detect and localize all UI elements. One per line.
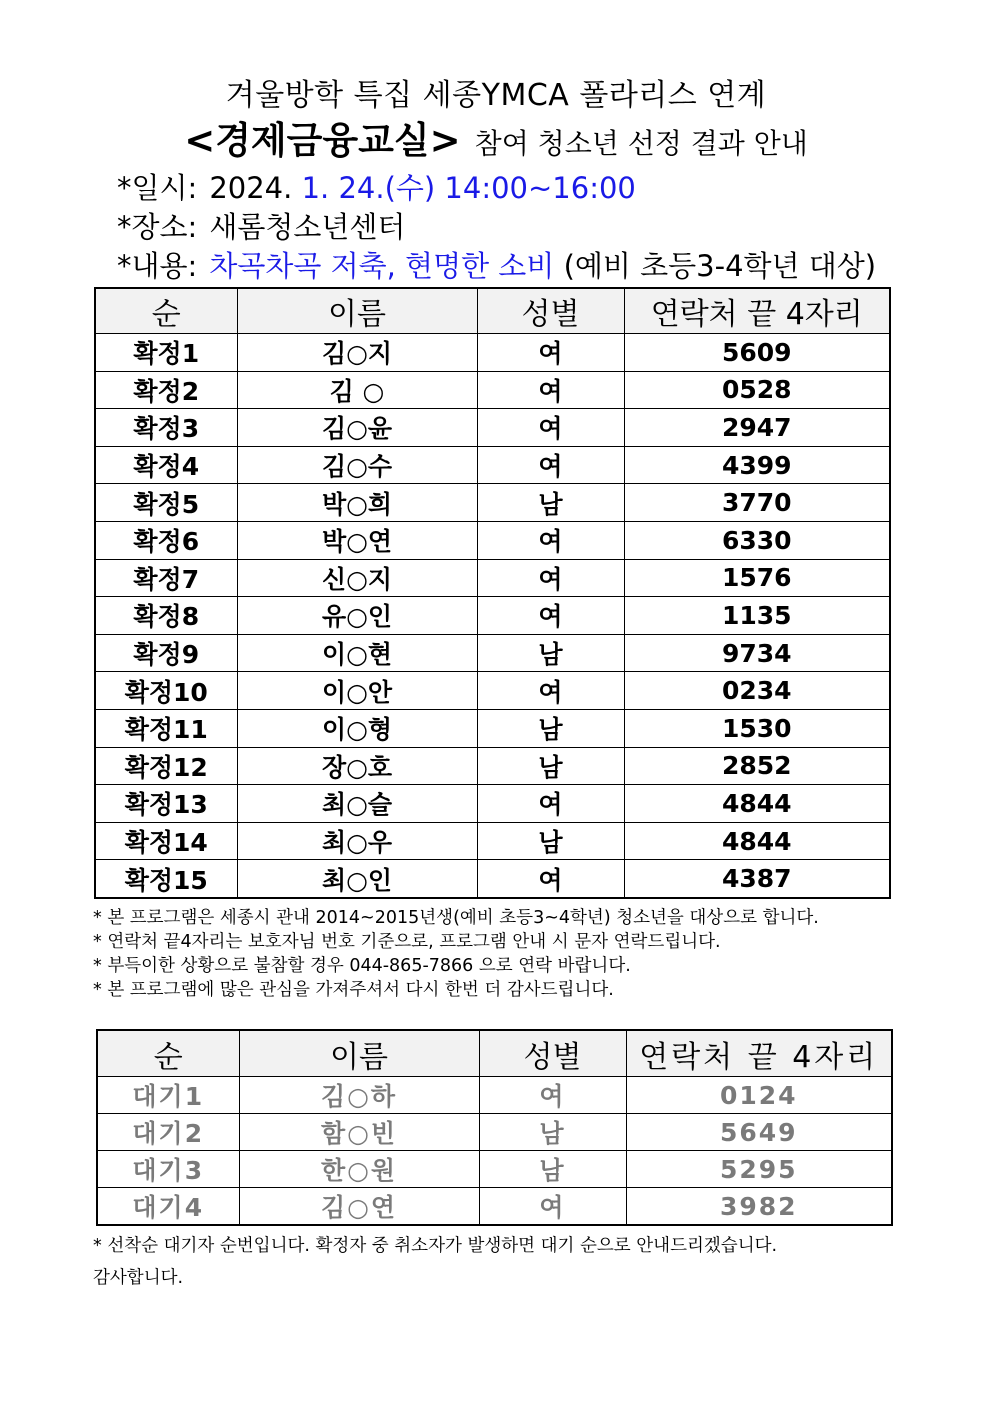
footer-note: * 선착순 대기자 순번입니다. 확정자 중 취소자가 발생하면 대기 순으로 안내드리겠습니다.: [93, 1236, 778, 1256]
table-row: [95, 597, 890, 635]
cell-phone: 2852: [624, 747, 890, 785]
cell-name: 최○슬: [237, 785, 477, 823]
note-line: * 본 프로그램에 많은 관심을 가져주셔서 다시 한번 더 감사드립니다.: [93, 980, 614, 1000]
cell-phone: 1576: [624, 559, 890, 597]
cell-name: 김 ○: [237, 371, 477, 409]
cell-no: 대기1: [97, 1077, 239, 1114]
table-row: [95, 672, 890, 710]
cell-gender: 남: [477, 822, 624, 860]
waiting-table: [96, 1029, 893, 1226]
column-header-no: 순: [95, 288, 237, 334]
table-row: [97, 1188, 892, 1226]
place-line: [117, 205, 405, 246]
cell-gender: 여: [479, 1077, 626, 1114]
cell-name: 함○빈: [239, 1114, 479, 1151]
cell-name: 유○인: [237, 597, 477, 635]
cell-phone: 9734: [624, 634, 890, 672]
note-line: * 본 프로그램은 세종시 관내 2014~2015년생(예비 초등3~4학년) 청소년을 대상으로 합니다.: [93, 908, 819, 928]
table-row: [95, 822, 890, 860]
cell-name: 김○윤: [237, 409, 477, 447]
footer: [93, 1230, 777, 1294]
cell-gender: 여: [477, 521, 624, 559]
column-header-gender: 성별: [479, 1030, 626, 1077]
cell-phone: 2947: [624, 409, 890, 447]
cell-name: 이○형: [237, 709, 477, 747]
cell-phone: 3982: [626, 1188, 892, 1226]
cell-gender: 여: [477, 446, 624, 484]
cell-gender: 남: [479, 1114, 626, 1151]
cell-gender: 여: [477, 559, 624, 597]
cell-no: 확정4: [95, 446, 237, 484]
cell-name: 김○하: [239, 1077, 479, 1114]
content-value: 차곡차곡 저축, 현명한 소비: [209, 249, 555, 283]
cell-gender: 여: [477, 672, 624, 710]
content-label: *내용:: [117, 249, 198, 283]
note-line: * 연락처 끝4자리는 보호자님 번호 기준으로, 프로그램 안내 시 문자 연락드립니다.: [93, 932, 721, 952]
table-row: [97, 1114, 892, 1151]
cell-no: 확정10: [95, 672, 237, 710]
cell-gender: 남: [477, 709, 624, 747]
column-header-phone: 연락처 끝 4자리: [626, 1030, 892, 1077]
table-row: [95, 559, 890, 597]
cell-name: 장○호: [237, 747, 477, 785]
cell-no: 대기4: [97, 1188, 239, 1226]
cell-no: 확정7: [95, 559, 237, 597]
cell-phone: 1530: [624, 709, 890, 747]
cell-gender: 남: [477, 747, 624, 785]
cell-no: 대기3: [97, 1151, 239, 1188]
cell-no: 확정5: [95, 484, 237, 522]
table-row: [95, 860, 890, 898]
place-label: *장소:: [117, 210, 198, 244]
confirmed-table: [94, 287, 891, 899]
table-row: [95, 409, 890, 447]
cell-phone: 3770: [624, 484, 890, 522]
title-line-1: 겨울방학 특집 세종YMCA 폴라리스 연계: [225, 78, 767, 113]
content-line: [117, 244, 876, 285]
column-header-gender: 성별: [477, 288, 624, 334]
cell-phone: 0528: [624, 371, 890, 409]
cell-phone: 4387: [624, 860, 890, 898]
cell-name: 김○연: [239, 1188, 479, 1226]
cell-name: 김○지: [237, 334, 477, 372]
program-title: <경제금융교실>: [184, 119, 461, 162]
cell-gender: 남: [479, 1151, 626, 1188]
date-year: 2024.: [209, 171, 293, 205]
cell-phone: 1135: [624, 597, 890, 635]
cell-no: 확정12: [95, 747, 237, 785]
cell-no: 확정13: [95, 785, 237, 823]
notes: [93, 906, 819, 1002]
cell-phone: 5295: [626, 1151, 892, 1188]
column-header-no: 순: [97, 1030, 239, 1077]
date-line: [117, 166, 636, 207]
column-header-name: 이름: [237, 288, 477, 334]
table-row: [95, 709, 890, 747]
cell-gender: 남: [477, 484, 624, 522]
table-row: [95, 334, 890, 372]
content-note: (예비 초등3-4학년 대상): [563, 249, 877, 283]
cell-gender: 남: [477, 634, 624, 672]
cell-name: 이○현: [237, 634, 477, 672]
cell-gender: 여: [477, 597, 624, 635]
place-value: 새롬청소년센터: [209, 210, 406, 244]
table-row: [97, 1151, 892, 1188]
cell-phone: 4399: [624, 446, 890, 484]
table-row: [95, 785, 890, 823]
table-row: [95, 634, 890, 672]
cell-gender: 여: [477, 860, 624, 898]
cell-name: 한○원: [239, 1151, 479, 1188]
cell-no: 확정11: [95, 709, 237, 747]
date-label: *일시:: [117, 171, 198, 205]
table-row: [95, 747, 890, 785]
title-line-2: [0, 110, 992, 164]
cell-no: 확정14: [95, 822, 237, 860]
cell-gender: 여: [477, 785, 624, 823]
cell-phone: 5649: [626, 1114, 892, 1151]
table-header-row: [95, 288, 890, 334]
table-row: [95, 484, 890, 522]
cell-no: 대기2: [97, 1114, 239, 1151]
column-header-phone: 연락처 끝 4자리: [624, 288, 890, 334]
table-row: [95, 446, 890, 484]
footer-thanks: 감사합니다.: [93, 1268, 184, 1288]
cell-phone: 4844: [624, 822, 890, 860]
cell-phone: 4844: [624, 785, 890, 823]
program-subtitle: 참여 청소년 선정 결과 안내: [474, 127, 808, 160]
cell-gender: 여: [477, 409, 624, 447]
cell-gender: 여: [479, 1188, 626, 1226]
cell-name: 김○수: [237, 446, 477, 484]
cell-gender: 여: [477, 371, 624, 409]
cell-no: 확정2: [95, 371, 237, 409]
cell-no: 확정9: [95, 634, 237, 672]
table-row: [95, 521, 890, 559]
cell-phone: 0234: [624, 672, 890, 710]
column-header-name: 이름: [239, 1030, 479, 1077]
cell-name: 이○안: [237, 672, 477, 710]
note-line: * 부득이한 상황으로 불참할 경우 044-865-7866 으로 연락 바랍니다.: [93, 956, 631, 976]
cell-no: 확정3: [95, 409, 237, 447]
cell-no: 확정6: [95, 521, 237, 559]
table-row: [95, 371, 890, 409]
cell-phone: 5609: [624, 334, 890, 372]
table-header-row: [97, 1030, 892, 1077]
cell-name: 최○인: [237, 860, 477, 898]
cell-phone: 0124: [626, 1077, 892, 1114]
table-row: [97, 1077, 892, 1114]
cell-gender: 여: [477, 334, 624, 372]
date-value: 1. 24.(수) 14:00~16:00: [301, 171, 636, 205]
cell-name: 박○연: [237, 521, 477, 559]
cell-name: 신○지: [237, 559, 477, 597]
cell-no: 확정15: [95, 860, 237, 898]
cell-no: 확정1: [95, 334, 237, 372]
cell-name: 최○우: [237, 822, 477, 860]
cell-name: 박○희: [237, 484, 477, 522]
cell-no: 확정8: [95, 597, 237, 635]
cell-phone: 6330: [624, 521, 890, 559]
